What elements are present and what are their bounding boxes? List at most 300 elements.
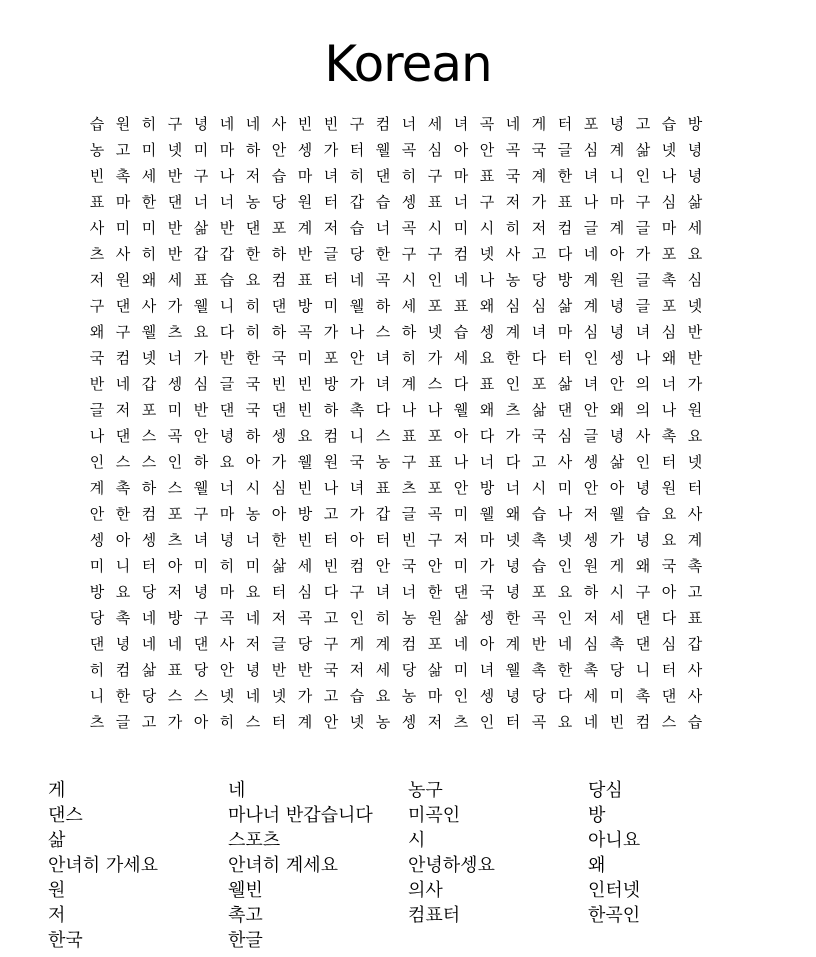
grid-letter: 가 xyxy=(609,531,625,549)
grid-letter: 구 xyxy=(479,193,495,211)
grid-letter: 녕 xyxy=(609,427,625,445)
grid-letter: 다 xyxy=(219,323,235,341)
grid-letter: 저 xyxy=(271,609,287,627)
grid-letter: 안 xyxy=(583,479,599,497)
grid-letter: 촉 xyxy=(661,271,677,289)
grid-letter: 국 xyxy=(245,401,261,419)
grid-letter: 요 xyxy=(219,453,235,471)
grid-letter: 댄 xyxy=(453,583,469,601)
grid-letter: 세 xyxy=(401,297,417,315)
grid-letter: 습 xyxy=(375,193,391,211)
grid-letter: 갑 xyxy=(349,193,365,211)
word-list-item: 촉고 xyxy=(228,905,263,926)
grid-row xyxy=(84,423,708,449)
grid-letter: 스 xyxy=(375,427,391,445)
grid-letter: 인 xyxy=(635,167,651,185)
grid-letter: 곡 xyxy=(297,609,313,627)
grid-letter: 미 xyxy=(193,141,209,159)
grid-letter: 국 xyxy=(479,583,495,601)
grid-letter: 가 xyxy=(479,557,495,575)
page-title: Korean xyxy=(324,35,492,93)
grid-letter: 안 xyxy=(583,401,599,419)
grid-row xyxy=(84,293,708,319)
grid-letter: 나 xyxy=(661,167,677,185)
grid-letter: 댄 xyxy=(271,297,287,315)
grid-letter: 인 xyxy=(453,687,469,705)
grid-letter: 게 xyxy=(349,635,365,653)
grid-letter: 나 xyxy=(349,323,365,341)
grid-row xyxy=(84,371,708,397)
grid-letter: 한 xyxy=(375,245,391,263)
grid-letter: 녀 xyxy=(375,349,391,367)
grid-letter: 계 xyxy=(505,635,521,653)
grid-letter: 스 xyxy=(167,687,183,705)
grid-letter: 시 xyxy=(531,479,547,497)
grid-letter: 한 xyxy=(245,349,261,367)
grid-letter: 농 xyxy=(89,141,105,159)
grid-letter: 터 xyxy=(323,531,339,549)
grid-row xyxy=(84,605,708,631)
grid-letter: 계 xyxy=(609,141,625,159)
grid-letter: 요 xyxy=(245,271,261,289)
grid-letter: 녕 xyxy=(245,661,261,679)
grid-letter: 삶 xyxy=(193,219,209,237)
grid-letter: 안 xyxy=(193,427,209,445)
grid-letter: 스 xyxy=(193,687,209,705)
grid-letter: 댄 xyxy=(167,193,183,211)
grid-letter: 고 xyxy=(323,505,339,523)
grid-letter: 방 xyxy=(557,271,573,289)
grid-letter: 웰 xyxy=(193,297,209,315)
grid-letter: 게 xyxy=(609,557,625,575)
grid-letter: 게 xyxy=(531,115,547,133)
grid-letter: 포 xyxy=(583,115,599,133)
word-list-item: 안녀히 계세요 xyxy=(228,855,339,876)
grid-letter: 츠 xyxy=(167,531,183,549)
grid-letter: 당 xyxy=(89,609,105,627)
grid-letter: 인 xyxy=(505,375,521,393)
grid-letter: 구 xyxy=(193,167,209,185)
grid-letter: 심 xyxy=(271,479,287,497)
grid-letter: 셍 xyxy=(297,141,313,159)
grid-letter: 하 xyxy=(583,583,599,601)
grid-letter: 츠 xyxy=(453,713,469,731)
grid-letter: 계 xyxy=(531,167,547,185)
grid-letter: 촉 xyxy=(115,609,131,627)
grid-letter: 미 xyxy=(193,557,209,575)
grid-letter: 넷 xyxy=(557,531,573,549)
grid-letter: 니 xyxy=(89,687,105,705)
grid-row xyxy=(84,319,708,345)
grid-letter: 빈 xyxy=(609,713,625,731)
grid-letter: 가 xyxy=(349,505,365,523)
grid-letter: 인 xyxy=(167,453,183,471)
grid-letter: 네 xyxy=(453,271,469,289)
grid-letter: 터 xyxy=(687,479,703,497)
grid-letter: 원 xyxy=(297,193,313,211)
grid-letter: 촉 xyxy=(635,687,651,705)
grid-letter: 포 xyxy=(141,401,157,419)
grid-letter: 구 xyxy=(401,453,417,471)
grid-letter: 빈 xyxy=(89,167,105,185)
grid-letter: 농 xyxy=(375,453,391,471)
grid-letter: 안 xyxy=(219,661,235,679)
grid-letter: 습 xyxy=(531,505,547,523)
grid-letter: 너 xyxy=(167,349,183,367)
grid-letter: 녀 xyxy=(453,115,469,133)
word-list-item: 웰빈 xyxy=(228,880,263,901)
grid-letter: 왜 xyxy=(479,401,495,419)
grid-letter: 촉 xyxy=(115,167,131,185)
grid-letter: 터 xyxy=(661,453,677,471)
grid-letter: 반 xyxy=(89,375,105,393)
grid-letter: 요 xyxy=(115,583,131,601)
grid-letter: 방 xyxy=(297,297,313,315)
grid-letter: 가 xyxy=(323,141,339,159)
grid-letter: 한 xyxy=(557,167,573,185)
grid-letter: 고 xyxy=(635,115,651,133)
grid-letter: 구 xyxy=(89,297,105,315)
grid-letter: 댄 xyxy=(245,219,261,237)
grid-letter: 너 xyxy=(193,193,209,211)
grid-letter: 글 xyxy=(323,245,339,263)
grid-row xyxy=(84,449,708,475)
grid-letter: 세 xyxy=(609,609,625,627)
grid-row xyxy=(84,475,708,501)
grid-letter: 넷 xyxy=(505,531,521,549)
grid-letter: 심 xyxy=(583,141,599,159)
grid-letter: 터 xyxy=(271,583,287,601)
grid-letter: 국 xyxy=(531,427,547,445)
word-list-item: 저 xyxy=(48,905,66,926)
grid-letter: 당 xyxy=(271,193,287,211)
grid-letter: 댄 xyxy=(557,401,573,419)
grid-letter: 스 xyxy=(375,323,391,341)
grid-letter: 원 xyxy=(115,271,131,289)
grid-letter: 저 xyxy=(583,505,599,523)
grid-letter: 심 xyxy=(661,635,677,653)
grid-letter: 사 xyxy=(557,453,573,471)
grid-letter: 삶 xyxy=(427,661,443,679)
grid-letter: 녕 xyxy=(115,635,131,653)
grid-letter: 네 xyxy=(583,713,599,731)
grid-letter: 히 xyxy=(245,297,261,315)
grid-letter: 요 xyxy=(661,505,677,523)
grid-letter: 히 xyxy=(505,219,521,237)
grid-letter: 촉 xyxy=(661,427,677,445)
grid-letter: 국 xyxy=(505,167,521,185)
grid-letter: 아 xyxy=(245,453,261,471)
grid-letter: 안 xyxy=(89,505,105,523)
grid-letter: 표 xyxy=(557,193,573,211)
grid-row xyxy=(84,137,708,163)
grid-letter: 요 xyxy=(245,583,261,601)
grid-letter: 댄 xyxy=(115,297,131,315)
grid-letter: 반 xyxy=(167,219,183,237)
word-list-item: 삶 xyxy=(48,830,66,851)
grid-letter: 나 xyxy=(583,193,599,211)
grid-letter: 츠 xyxy=(89,713,105,731)
grid-letter: 터 xyxy=(349,141,365,159)
word-list-item: 원 xyxy=(48,880,66,901)
grid-letter: 터 xyxy=(141,557,157,575)
grid-letter: 인 xyxy=(557,557,573,575)
grid-letter: 녀 xyxy=(323,167,339,185)
grid-letter: 심 xyxy=(505,297,521,315)
word-list-item: 안녕하셍요 xyxy=(408,855,495,876)
grid-letter: 당 xyxy=(297,635,313,653)
grid-letter: 삶 xyxy=(141,661,157,679)
grid-letter: 한 xyxy=(427,583,443,601)
grid-row xyxy=(84,579,708,605)
grid-letter: 빈 xyxy=(297,401,313,419)
grid-letter: 터 xyxy=(271,713,287,731)
grid-letter: 너 xyxy=(479,453,495,471)
grid-letter: 빈 xyxy=(401,531,417,549)
grid-letter: 츠 xyxy=(505,401,521,419)
grid-letter: 계 xyxy=(297,219,313,237)
grid-letter: 마 xyxy=(427,687,443,705)
grid-letter: 미 xyxy=(557,479,573,497)
grid-letter: 고 xyxy=(141,713,157,731)
grid-letter: 시 xyxy=(479,219,495,237)
grid-letter: 포 xyxy=(427,297,443,315)
grid-letter: 아 xyxy=(609,245,625,263)
grid-letter: 심 xyxy=(297,583,313,601)
word-list-item: 아니요 xyxy=(588,830,641,851)
grid-letter: 미 xyxy=(245,557,261,575)
grid-letter: 안 xyxy=(427,557,443,575)
grid-letter: 심 xyxy=(661,323,677,341)
grid-letter: 다 xyxy=(557,245,573,263)
grid-letter: 촉 xyxy=(531,531,547,549)
grid-letter: 계 xyxy=(401,375,417,393)
grid-row xyxy=(84,189,708,215)
grid-letter: 네 xyxy=(167,635,183,653)
grid-letter: 곡 xyxy=(401,219,417,237)
grid-letter: 심 xyxy=(583,323,599,341)
grid-letter: 아 xyxy=(479,635,495,653)
grid-letter: 계 xyxy=(609,219,625,237)
grid-letter: 하 xyxy=(323,401,339,419)
grid-letter: 농 xyxy=(245,505,261,523)
grid-letter: 아 xyxy=(271,505,287,523)
grid-letter: 컴 xyxy=(401,635,417,653)
grid-letter: 당 xyxy=(349,245,365,263)
grid-letter: 저 xyxy=(167,583,183,601)
grid-letter: 구 xyxy=(193,505,209,523)
grid-letter: 녀 xyxy=(583,167,599,185)
grid-letter: 가 xyxy=(167,713,183,731)
grid-letter: 저 xyxy=(583,609,599,627)
grid-letter: 방 xyxy=(89,583,105,601)
grid-letter: 요 xyxy=(557,713,573,731)
grid-letter: 셍 xyxy=(583,453,599,471)
grid-letter: 저 xyxy=(531,219,547,237)
grid-letter: 히 xyxy=(141,245,157,263)
grid-letter: 셍 xyxy=(167,375,183,393)
grid-letter: 반 xyxy=(297,245,313,263)
grid-letter: 시 xyxy=(245,479,261,497)
grid-letter: 네 xyxy=(141,609,157,627)
grid-letter: 고 xyxy=(687,583,703,601)
grid-letter: 사 xyxy=(141,297,157,315)
grid-letter: 녕 xyxy=(505,557,521,575)
grid-letter: 고 xyxy=(531,245,547,263)
grid-letter: 컴 xyxy=(115,661,131,679)
grid-letter: 글 xyxy=(635,297,651,315)
grid-letter: 컴 xyxy=(323,427,339,445)
grid-letter: 너 xyxy=(401,115,417,133)
grid-letter: 계 xyxy=(89,479,105,497)
grid-letter: 터 xyxy=(505,713,521,731)
grid-letter: 한 xyxy=(115,505,131,523)
grid-letter: 반 xyxy=(219,349,235,367)
grid-letter: 습 xyxy=(89,115,105,133)
grid-letter: 구 xyxy=(427,245,443,263)
grid-row xyxy=(84,111,708,137)
grid-letter: 녕 xyxy=(635,479,651,497)
grid-letter: 인 xyxy=(349,609,365,627)
grid-letter: 당 xyxy=(401,661,417,679)
grid-letter: 셍 xyxy=(479,609,495,627)
grid-letter: 마 xyxy=(479,531,495,549)
grid-letter: 왜 xyxy=(635,557,651,575)
grid-letter: 너 xyxy=(661,375,677,393)
grid-letter: 니 xyxy=(349,427,365,445)
grid-letter: 가 xyxy=(427,349,443,367)
grid-letter: 방 xyxy=(323,375,339,393)
grid-letter: 마 xyxy=(219,141,235,159)
word-list-item: 방 xyxy=(588,805,606,826)
grid-letter: 국 xyxy=(349,453,365,471)
grid-letter: 포 xyxy=(531,375,547,393)
grid-letter: 녕 xyxy=(687,141,703,159)
grid-letter: 안 xyxy=(375,557,391,575)
grid-letter: 마 xyxy=(557,323,573,341)
grid-letter: 나 xyxy=(479,271,495,289)
grid-letter: 하 xyxy=(271,323,287,341)
grid-letter: 촉 xyxy=(115,479,131,497)
grid-letter: 녕 xyxy=(635,531,651,549)
word-list-item: 안녀히 가세요 xyxy=(48,855,159,876)
grid-letter: 표 xyxy=(427,453,443,471)
grid-letter: 녀 xyxy=(349,479,365,497)
grid-letter: 사 xyxy=(115,245,131,263)
grid-letter: 표 xyxy=(479,375,495,393)
grid-letter: 습 xyxy=(531,557,547,575)
grid-letter: 삶 xyxy=(609,453,625,471)
grid-letter: 세 xyxy=(453,349,469,367)
grid-letter: 국 xyxy=(89,349,105,367)
grid-letter: 저 xyxy=(453,531,469,549)
grid-letter: 너 xyxy=(401,583,417,601)
grid-letter: 반 xyxy=(167,167,183,185)
grid-letter: 시 xyxy=(609,583,625,601)
word-list-item: 게 xyxy=(48,780,66,801)
grid-letter: 미 xyxy=(297,349,313,367)
grid-letter: 터 xyxy=(375,531,391,549)
grid-letter: 가 xyxy=(687,375,703,393)
grid-letter: 한 xyxy=(557,661,573,679)
grid-letter: 가 xyxy=(271,453,287,471)
grid-letter: 녕 xyxy=(609,297,625,315)
grid-letter: 국 xyxy=(323,661,339,679)
grid-letter: 포 xyxy=(661,297,677,315)
grid-letter: 컴 xyxy=(141,505,157,523)
grid-letter: 미 xyxy=(453,505,469,523)
grid-letter: 반 xyxy=(167,245,183,263)
word-list-item: 한곡인 xyxy=(588,905,641,926)
grid-letter: 세 xyxy=(297,557,313,575)
grid-letter: 습 xyxy=(635,505,651,523)
grid-letter: 곡 xyxy=(505,141,521,159)
grid-letter: 왜 xyxy=(479,297,495,315)
grid-letter: 셍 xyxy=(89,531,105,549)
grid-row xyxy=(84,501,708,527)
grid-letter: 마 xyxy=(609,193,625,211)
grid-letter: 심 xyxy=(427,141,443,159)
grid-letter: 의 xyxy=(635,401,651,419)
grid-letter: 사 xyxy=(687,687,703,705)
grid-letter: 빈 xyxy=(271,375,287,393)
grid-letter: 갑 xyxy=(219,245,235,263)
word-list-item: 왜 xyxy=(588,855,606,876)
grid-letter: 하 xyxy=(141,479,157,497)
grid-letter: 반 xyxy=(193,401,209,419)
word-list-item: 시 xyxy=(408,830,426,851)
grid-letter: 심 xyxy=(687,271,703,289)
grid-letter: 사 xyxy=(271,115,287,133)
grid-letter: 나 xyxy=(89,427,105,445)
grid-letter: 빈 xyxy=(297,531,313,549)
grid-letter: 구 xyxy=(167,115,183,133)
grid-letter: 인 xyxy=(557,609,573,627)
word-list-item: 컴표터 xyxy=(408,905,461,926)
grid-letter: 안 xyxy=(479,141,495,159)
grid-letter: 인 xyxy=(479,713,495,731)
grid-letter: 사 xyxy=(505,245,521,263)
grid-letter: 웰 xyxy=(349,297,365,315)
grid-letter: 표 xyxy=(375,479,391,497)
grid-letter: 아 xyxy=(167,557,183,575)
grid-letter: 넷 xyxy=(141,349,157,367)
grid-letter: 한 xyxy=(141,193,157,211)
word-list-item: 의사 xyxy=(408,880,443,901)
grid-letter: 히 xyxy=(401,349,417,367)
grid-letter: 미 xyxy=(453,661,469,679)
grid-letter: 고 xyxy=(115,141,131,159)
grid-letter: 넷 xyxy=(219,687,235,705)
grid-letter: 저 xyxy=(115,401,131,419)
grid-letter: 가 xyxy=(297,687,313,705)
grid-letter: 너 xyxy=(219,479,235,497)
grid-letter: 미 xyxy=(609,687,625,705)
grid-letter: 원 xyxy=(427,609,443,627)
grid-letter: 녕 xyxy=(609,115,625,133)
grid-letter: 빈 xyxy=(323,115,339,133)
grid-row xyxy=(84,345,708,371)
grid-letter: 터 xyxy=(323,271,339,289)
grid-letter: 원 xyxy=(661,479,677,497)
grid-letter: 녀 xyxy=(583,375,599,393)
grid-letter: 웰 xyxy=(193,479,209,497)
grid-letter: 츠 xyxy=(89,245,105,263)
word-list-item: 마나너 반갑습니다 xyxy=(228,805,373,826)
grid-letter: 곡 xyxy=(375,271,391,289)
grid-letter: 다 xyxy=(479,427,495,445)
grid-letter: 시 xyxy=(401,271,417,289)
